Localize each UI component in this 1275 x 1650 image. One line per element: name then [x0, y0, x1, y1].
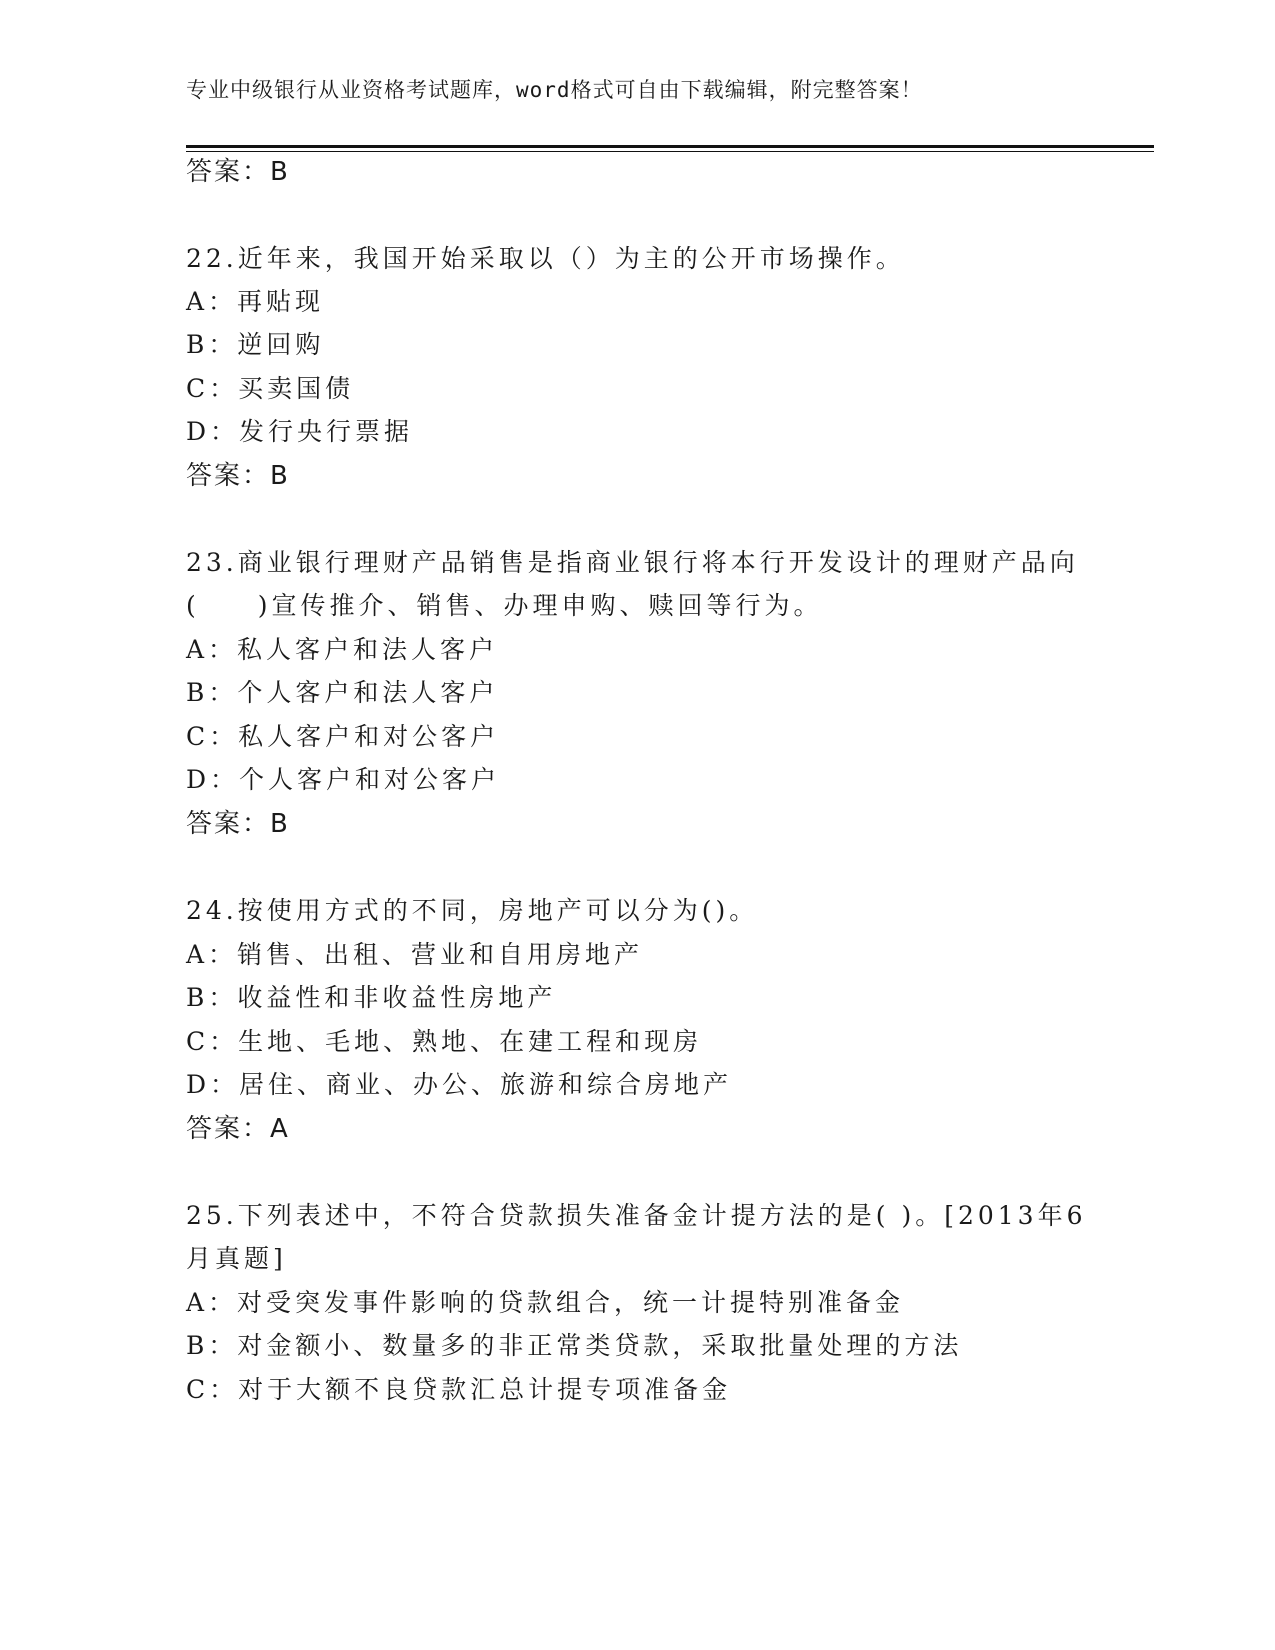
q24-option-c: C：生地、毛地、熟地、在建工程和现房 — [186, 1027, 703, 1056]
header-divider-thick — [186, 145, 1154, 148]
q24-option-d: D：居住、商业、办公、旅游和综合房地产 — [186, 1070, 733, 1099]
q24-option-a: A：销售、出租、营业和自用房地产 — [186, 940, 644, 969]
q23-option-d: D：个人客户和对公客户 — [186, 765, 501, 794]
q23-option-b: B：个人客户和法人客户 — [186, 678, 499, 707]
q22-option-b: B：逆回购 — [186, 330, 325, 359]
question-23-line1: 23.商业银行理财产品销售是指商业银行将本行开发设计的理财产品向 — [186, 548, 1079, 577]
q22-option-d: D：发行央行票据 — [186, 417, 414, 446]
q24-option-b: B：收益性和非收益性房地产 — [186, 983, 557, 1012]
answer-24: 答案：A — [186, 1114, 290, 1144]
q22-option-c: C：买卖国债 — [186, 374, 355, 403]
q25-option-c: C：对于大额不良贷款汇总计提专项准备金 — [186, 1375, 732, 1404]
answer-22: 答案：B — [186, 461, 290, 491]
page-header: 专业中级银行从业资格考试题库，word格式可自由下载编辑，附完整答案！ — [186, 78, 923, 102]
question-22: 22.近年来，我国开始采取以（）为主的公开市场操作。 — [186, 244, 905, 273]
answer-21: 答案：B — [186, 157, 290, 187]
question-24: 24.按使用方式的不同，房地产可以分为()。 — [186, 896, 759, 925]
question-23-line2: ( )宣传推介、销售、办理申购、赎回等行为。 — [186, 591, 823, 620]
header-divider-thin — [186, 151, 1154, 152]
answer-23: 答案：B — [186, 809, 290, 839]
question-25-line2: 月真题] — [186, 1244, 287, 1273]
q25-option-b: B：对金额小、数量多的非正常类贷款，采取批量处理的方法 — [186, 1331, 963, 1360]
q23-option-a: A：私人客户和法人客户 — [186, 635, 499, 664]
q23-option-c: C：私人客户和对公客户 — [186, 722, 500, 751]
q25-option-a: A：对受突发事件影响的贷款组合，统一计提特别准备金 — [186, 1288, 905, 1317]
question-25-line1: 25.下列表述中，不符合贷款损失准备金计提方法的是( )。[2013年6 — [186, 1201, 1087, 1230]
q22-option-a: A：再贴现 — [186, 287, 325, 316]
